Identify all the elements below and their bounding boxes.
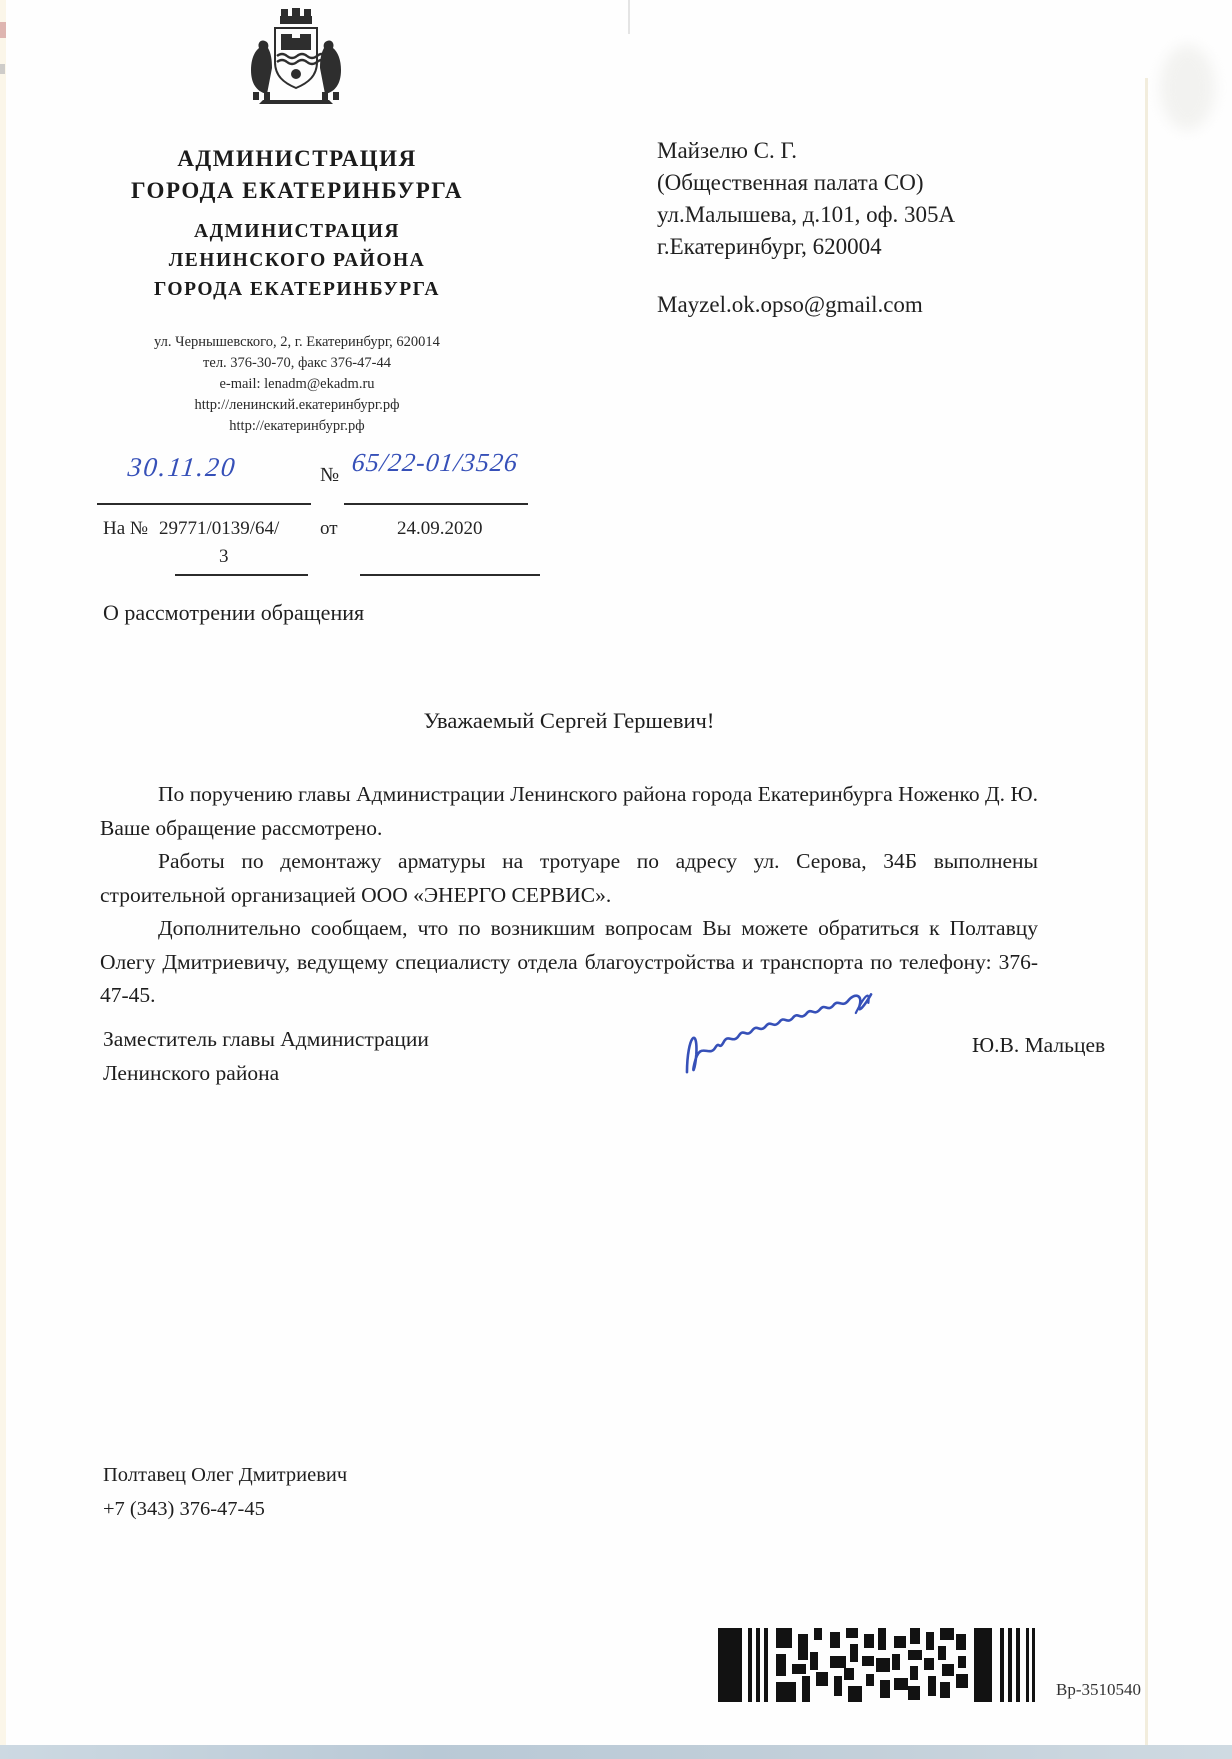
barcode: [718, 1628, 1056, 1702]
number-underline: [344, 503, 528, 505]
org-website: http://екатеринбург.рф: [229, 418, 365, 434]
subject-line: О рассмотрении обращения: [103, 600, 365, 625]
recipient-address: ул.Малышева, д.101, оф. 305А: [657, 202, 956, 227]
reply-prefix-label: На №: [103, 518, 149, 539]
date-underline: [97, 503, 311, 505]
scan-artifact: [0, 22, 6, 38]
barcode-label: Вр-3510540: [1056, 1680, 1141, 1699]
reply-date: 24.09.2020: [397, 518, 483, 539]
signer-position: [103, 1022, 429, 1090]
recipient-email: Mayzel.ok.opso@gmail.com: [657, 292, 923, 317]
letter-body: [100, 778, 1038, 1013]
org-website: http://ленинский.екатеринбург.рф: [194, 397, 400, 413]
reply-number: 29771/0139/64/: [159, 518, 280, 539]
scan-edge-left: [0, 0, 6, 1759]
org-name-line: ГОРОДА ЕКАТЕРИНБУРГА: [131, 178, 463, 203]
executor-name: Полтавец Олег Дмитриевич: [103, 1464, 348, 1486]
body-paragraph: Дополнительно сообщаем, что по возникшим вопросам Вы можете обратиться к Полтавцу Олегу Дмитриевичу, ведущему специалисту отдела благоустройства и транспорта по телефону: 376-47-45.: [100, 916, 1038, 1007]
body-paragraph: По поручению главы Администрации Ленинского района города Екатеринбурга Ноженко Д. Ю. Ваше обращение рассмотрено.: [100, 782, 1038, 840]
salutation: Уважаемый Сергей Гершевич!: [423, 708, 715, 733]
outgoing-date-handwritten: 30.11.20: [126, 452, 239, 482]
recipient-city: г.Екатеринбург, 620004: [657, 234, 882, 259]
number-sign-label: №: [320, 464, 340, 486]
recipient-block: [657, 135, 955, 263]
signer-position-line: Заместитель главы Администрации: [103, 1027, 429, 1051]
reply-number-underline: [175, 574, 308, 576]
reply-number-cont: 3: [219, 546, 229, 567]
org-address: ул. Чернышевского, 2, г. Екатеринбург, 620014: [154, 334, 440, 350]
executor-phone: +7 (343) 376-47-45: [103, 1498, 265, 1520]
scan-edge-right: [1145, 78, 1148, 1759]
org-phone: тел. 376-30-70, факс 376-47-44: [203, 355, 391, 371]
scan-artifact: [0, 64, 5, 74]
signer-name: Ю.В. Мальцев: [972, 1033, 1106, 1057]
scan-bottom-strip: [0, 1745, 1232, 1759]
reply-date-underline: [360, 574, 540, 576]
outgoing-number-handwritten: 65/22-01/3526: [350, 448, 520, 477]
org-subname-line: АДМИНИСТРАЦИЯ: [194, 221, 400, 242]
body-paragraph: Работы по демонтажу арматуры на тротуаре по адресу ул. Серова, 34Б выполнены строительной организацией ООО «ЭНЕРГО СЕРВИС».: [100, 849, 1038, 907]
executor-block: [103, 1458, 347, 1526]
org-subname-line: ГОРОДА ЕКАТЕРИНБУРГА: [153, 279, 441, 300]
org-email: e-mail: lenadm@ekadm.ru: [219, 376, 375, 392]
org-name-line: АДМИНИСТРАЦИЯ: [177, 146, 417, 171]
signer-position-line: Ленинского района: [103, 1061, 280, 1085]
scan-crease: [628, 0, 630, 34]
coat-of-arms-icon: [237, 8, 355, 106]
scan-smudge: [1160, 45, 1215, 130]
recipient-name: Майзелю С. Г.: [657, 138, 797, 163]
recipient-org: (Общественная палата СО): [657, 170, 924, 195]
reply-from-label: от: [320, 518, 338, 539]
org-subname-line: ЛЕНИНСКОГО РАЙОНА: [168, 250, 426, 271]
